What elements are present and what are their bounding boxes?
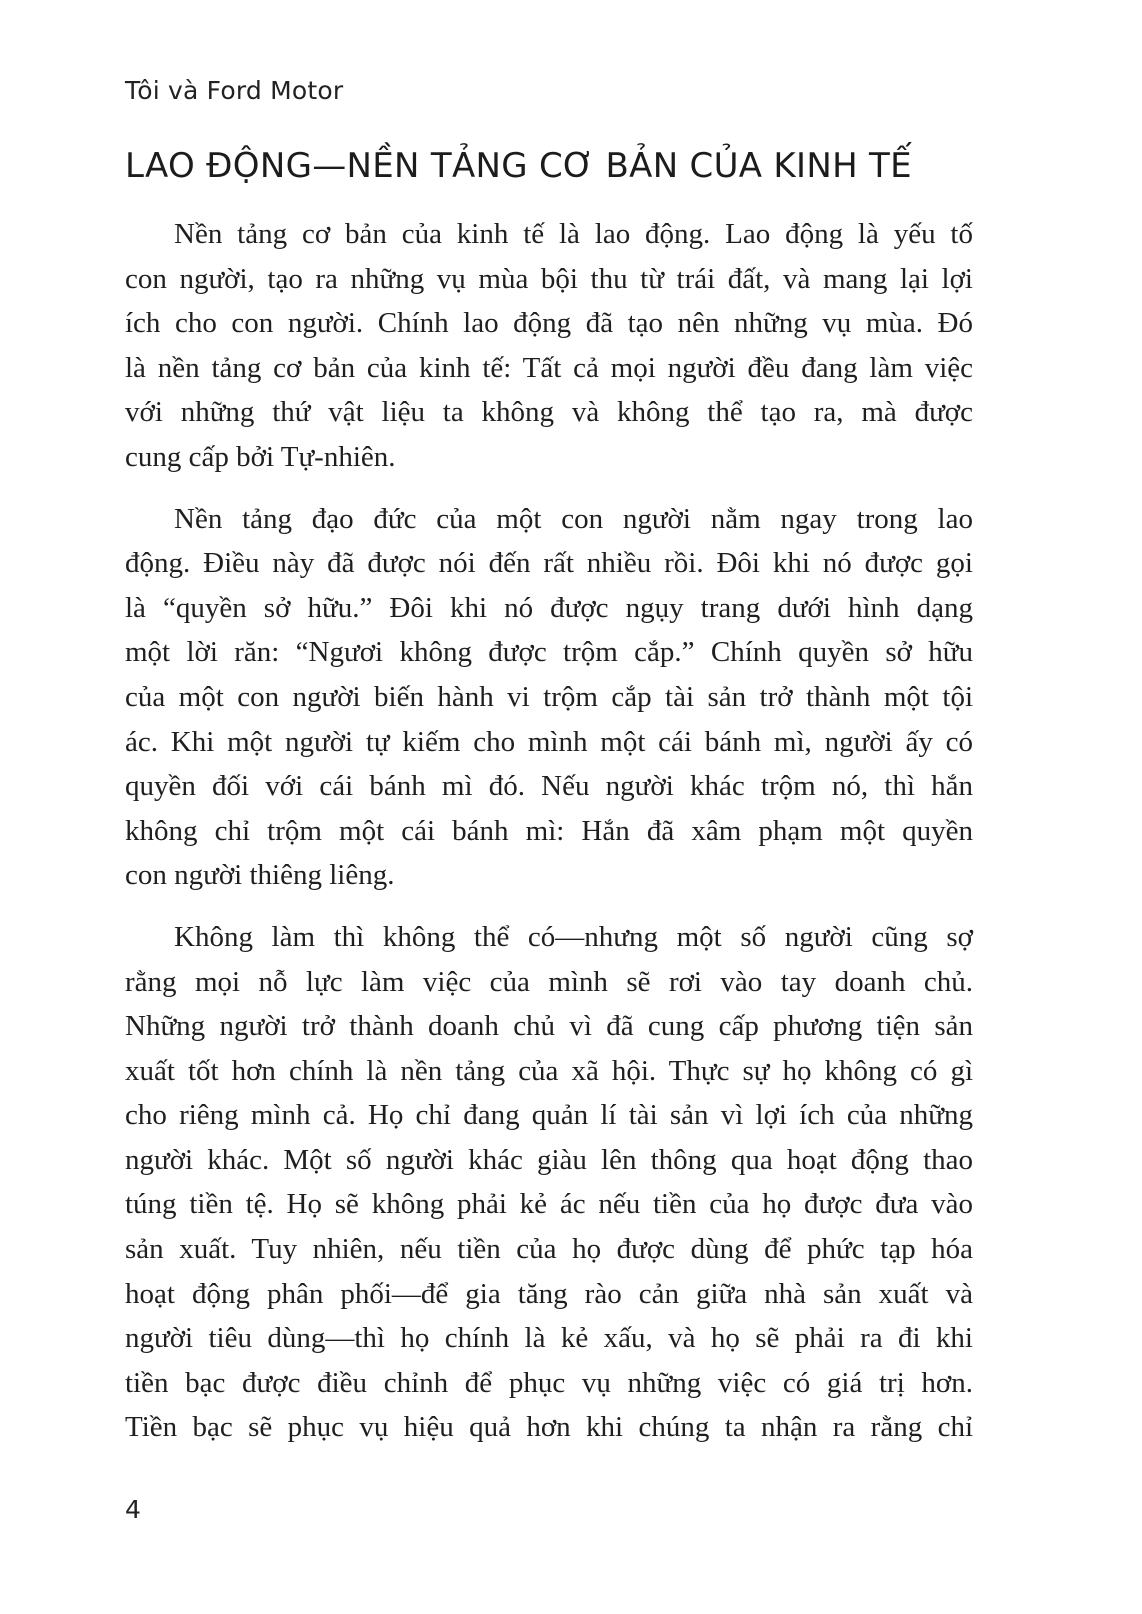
page-number: 4 <box>125 1495 141 1524</box>
paragraph-1 <box>125 212 973 480</box>
text-line: Những người trở thành doanh chủ vì đã cung cấp phương tiện sản <box>125 1010 973 1043</box>
running-header: Tôi và Ford Motor <box>125 76 344 105</box>
text-line: quyền đối với cái bánh mì đó. Nếu người khác trộm nó, thì hắn <box>125 770 973 803</box>
text-line: cho riêng mình cả. Họ chỉ đang quản lí tài sản vì lợi ích của những <box>125 1099 973 1132</box>
text-line: Nền tảng đạo đức của một con người nằm ngay trong lao <box>174 502 973 535</box>
text-line: không chỉ trộm một cái bánh mì: Hắn đã xâm phạm một quyền <box>125 814 973 847</box>
text-line: con người thiêng liêng. <box>125 859 395 892</box>
text-line: ác. Khi một người tự kiếm cho mình một cái bánh mì, người ấy có <box>125 725 973 758</box>
text-line: hoạt động phân phối—để gia tăng rào cản giữa nhà sản xuất và <box>125 1277 973 1310</box>
text-line: là nền tảng cơ bản của kinh tế: Tất cả mọi người đều đang làm việc <box>125 351 973 384</box>
text-line: Không làm thì không thể có—nhưng một số người cũng sợ <box>174 920 973 953</box>
text-line: một lời răn: “Ngươi không được trộm cắp.” Chính quyền sở hữu <box>125 636 973 669</box>
text-line: túng tiền tệ. Họ sẽ không phải kẻ ác nếu tiền của họ được đưa vào <box>125 1188 973 1221</box>
text-line: Tiền bạc sẽ phục vụ hiệu quả hơn khi chúng ta nhận ra rằng chỉ <box>125 1411 973 1444</box>
text-line: người tiêu dùng—thì họ chính là kẻ xấu, và họ sẽ phải ra đi khi <box>125 1322 973 1355</box>
chapter-title: LAO ĐỘNG—NỀN TẢNG CƠ BẢN CỦA KINH TẾ <box>125 146 912 186</box>
text-line: người khác. Một số người khác giàu lên thông qua hoạt động thao <box>125 1143 973 1176</box>
text-line: rằng mọi nỗ lực làm việc của mình sẽ rơi vào tay doanh chủ. <box>125 965 973 998</box>
text-line: động. Điều này đã được nói đến rất nhiều rồi. Đôi khi nó được gọi <box>125 547 973 580</box>
text-line: là “quyền sở hữu.” Đôi khi nó được ngụy trang dưới hình dạng <box>125 591 973 624</box>
text-line: với những thứ vật liệu ta không và không thể tạo ra, mà được <box>125 396 973 429</box>
body-text <box>125 212 973 1467</box>
paragraph-3 <box>125 915 973 1450</box>
text-line: cung cấp bởi Tự-nhiên. <box>125 440 396 473</box>
text-line: xuất tốt hơn chính là nền tảng của xã hội. Thực sự họ không có gì <box>125 1054 973 1087</box>
text-line: Nền tảng cơ bản của kinh tế là lao động. Lao động là yếu tố <box>174 218 973 250</box>
text-line: của một con người biến hành vi trộm cắp tài sản trở thành một tội <box>125 680 973 713</box>
paragraph-2 <box>125 497 973 898</box>
text-line: sản xuất. Tuy nhiên, nếu tiền của họ được dùng để phức tạp hóa <box>125 1233 973 1266</box>
text-line: tiền bạc được điều chỉnh để phục vụ những việc có giá trị hơn. <box>125 1366 973 1399</box>
text-line: con người, tạo ra những vụ mùa bội thu từ trái đất, và mang lại lợi <box>125 262 973 295</box>
text-line: ích cho con người. Chính lao động đã tạo nên những vụ mùa. Đó <box>125 307 973 340</box>
